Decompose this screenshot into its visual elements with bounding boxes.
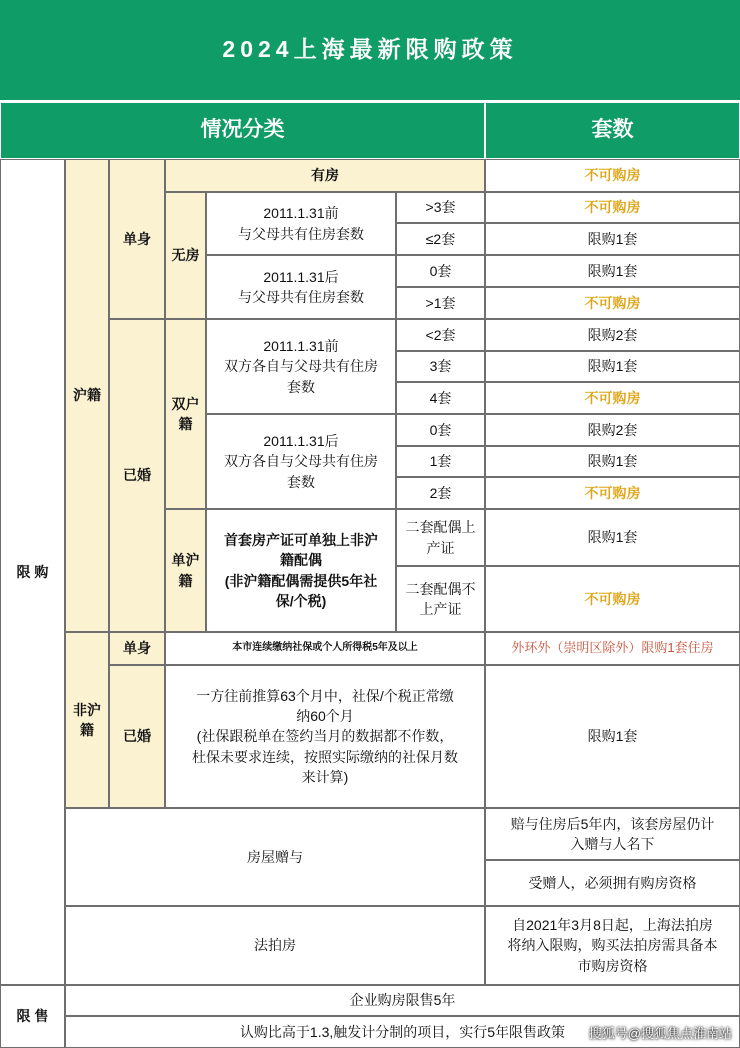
married-label: 已婚 <box>109 319 165 632</box>
header-category: 情况分类 <box>0 102 485 159</box>
condition-desc: 一方往前推算63个月中，社保/个税正常缴 纳60个月 (社保跟税单在签约当月的数据都不作数， 杜保未要求连续，按照实际缴纳的社保月数 来计算) <box>165 665 485 808</box>
count-cell: >1套 <box>396 287 485 319</box>
result-cell: 限购1套 <box>485 351 740 382</box>
count-cell: 4套 <box>396 382 485 414</box>
condition-desc: 2011.1.31后 与父母共有住房套数 <box>206 255 396 319</box>
result-cell: 限购1套 <box>485 446 740 477</box>
count-cell: 1套 <box>396 446 485 477</box>
sales-limit-label: 限 售 <box>0 985 65 1048</box>
shanghai-hukou-label: 沪籍 <box>65 159 109 632</box>
purchase-limit-label: 限 购 <box>0 159 65 985</box>
result-cell: 不可购房 <box>485 192 740 223</box>
no-house-label: 无房 <box>165 192 206 319</box>
result-cell: 不可购房 <box>485 287 740 319</box>
count-cell: >3套 <box>396 192 485 223</box>
sales-limit-rule: 企业购房限售5年 <box>65 985 740 1016</box>
single-label: 单身 <box>109 632 165 665</box>
count-cell: 3套 <box>396 351 485 382</box>
gift-label: 房屋赠与 <box>65 808 485 906</box>
count-cell: 0套 <box>396 255 485 287</box>
count-cell: 2套 <box>396 477 485 509</box>
count-cell: 二套配偶不 上产证 <box>396 566 485 632</box>
count-cell: ≤2套 <box>396 223 485 255</box>
dual-hukou-label: 双户 籍 <box>165 319 206 509</box>
header-count: 套数 <box>485 102 740 159</box>
condition-desc: 首套房产证可单独上非沪 籍配偶 (非沪籍配偶需提供5年社 保/个税) <box>206 509 396 632</box>
auction-rule: 自2021年3月8日起，上海法拍房 将纳入限购，购买法拍房需具备本 市购房资格 <box>485 906 740 985</box>
result-cell: 限购2套 <box>485 414 740 446</box>
result-cell: 限购2套 <box>485 319 740 351</box>
result-cell: 外环外（崇明区除外）限购1套住房 <box>485 632 740 665</box>
gift-rule: 受赠人，必须拥有购房资格 <box>485 860 740 906</box>
page-title: 2024上海最新限购政策 <box>0 0 740 102</box>
married-label: 已婚 <box>109 665 165 808</box>
single-label: 单身 <box>109 159 165 319</box>
result-cell: 不可购房 <box>485 477 740 509</box>
condition-desc: 本市连续缴纳社保或个人所得税5年及以上 <box>165 632 485 665</box>
condition-desc: 2011.1.31前 与父母共有住房套数 <box>206 192 396 255</box>
single-hukou-label: 单沪 籍 <box>165 509 206 632</box>
result-cell: 不可购房 <box>485 566 740 632</box>
condition-desc: 2011.1.31后 双方各自与父母共有住房 套数 <box>206 414 396 509</box>
non-shanghai-hukou-label: 非沪 籍 <box>65 632 109 808</box>
result-cell: 不可购房 <box>485 159 740 192</box>
watermark: 搜狐号@搜狐焦点淮南站 <box>588 1026 732 1041</box>
auction-label: 法拍房 <box>65 906 485 985</box>
gift-rule: 赔与住房后5年内，该套房屋仍计 入赠与人名下 <box>485 808 740 860</box>
condition-desc: 2011.1.31前 双方各自与父母共有住房 套数 <box>206 319 396 414</box>
result-cell: 限购1套 <box>485 223 740 255</box>
count-cell: <2套 <box>396 319 485 351</box>
count-cell: 二套配偶上 产证 <box>396 509 485 566</box>
result-cell: 限购1套 <box>485 665 740 808</box>
result-cell: 不可购房 <box>485 382 740 414</box>
count-cell: 0套 <box>396 414 485 446</box>
sales-limit-rule: 认购比高于1.3,触发计分制的项目，实行5年限售政策 <box>65 1016 740 1048</box>
result-cell: 限购1套 <box>485 255 740 287</box>
result-cell: 限购1套 <box>485 509 740 566</box>
has-house-label: 有房 <box>165 159 485 192</box>
